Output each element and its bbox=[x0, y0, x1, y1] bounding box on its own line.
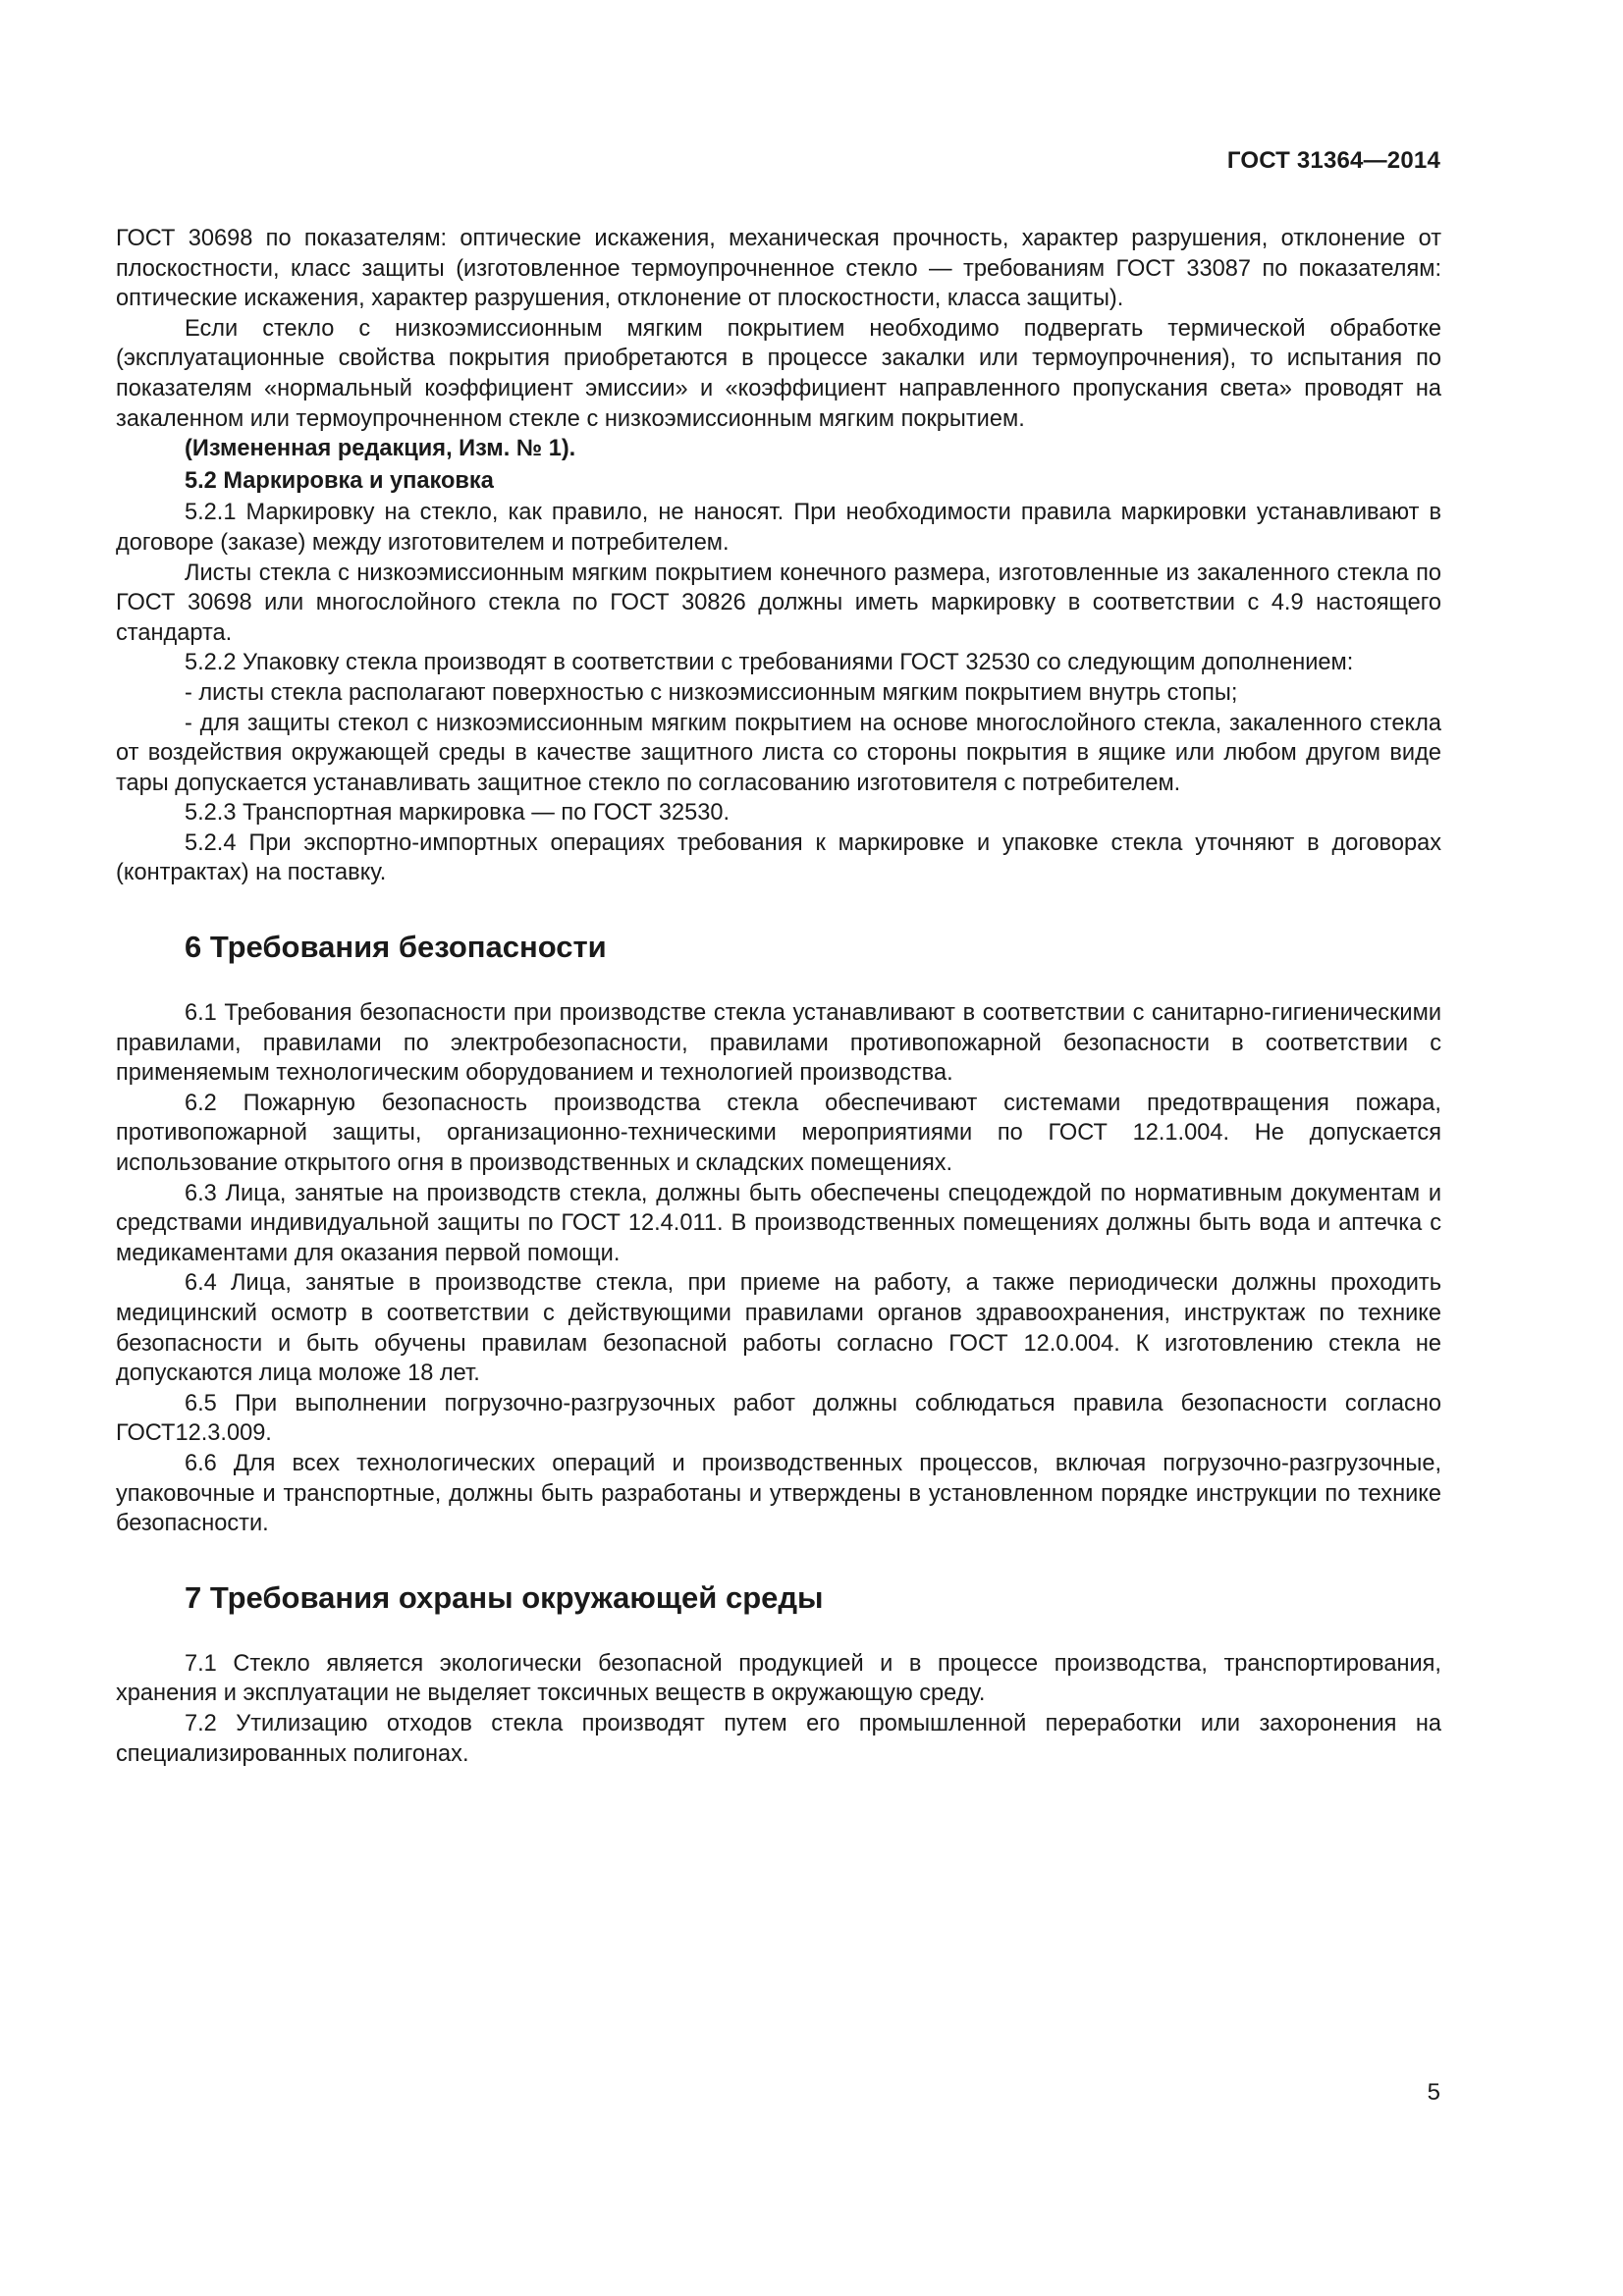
paragraph-5-2-2: 5.2.2 Упаковку стекла производят в соответствии с требованиями ГОСТ 32530 со следующим дополнением: bbox=[185, 650, 1354, 676]
paragraph-low-e-heat-treatment: Если стекло с низкоэмиссионным мягким покрытием необходимо подвергать термической обработке (эксплуатационные свойства покрытия приобретаются в процессе закалки или термоупрочнения), то испытания по показателям «нормальный коэффициент эмиссии» и «коэффициент направленного пропускания света» проводят на закаленном или термоупрочненном стекле с низкоэмиссионным мягким покрытием. bbox=[116, 315, 1441, 432]
paragraph-marking-sheets: Листы стекла с низкоэмиссионным мягким покрытием конечного размера, изготовленные из закаленного стекла по ГОСТ 30698 или многослойного стекла по ГОСТ 30826 должны иметь маркировку в соответствии с 4.9 настоящего стандарта. bbox=[116, 560, 1441, 646]
subsection-heading-5-2: 5.2 Маркировка и упаковка bbox=[185, 467, 494, 494]
paragraph-continuation: ГОСТ 30698 по показателям: оптические искажения, механическая прочность, характер разрушения, отклонение от плоскостности, класс защиты (изготовленное термоупрочненное стекло — требованиям ГОСТ 33087 по показателям: оптические искажения, характер разрушения, отклонение от плоскостности, класса защиты). bbox=[116, 226, 1441, 312]
paragraph-5-2-3: 5.2.3 Транспортная маркировка — по ГОСТ 32530. bbox=[185, 800, 730, 827]
paragraph-6-6: 6.6 Для всех технологических операций и производственных процессов, включая погрузочно-разгрузочные, упаковочные и транспортные, должны быть разработаны и утверждены в установленном порядке инструкции по технике безопасности. bbox=[116, 1450, 1441, 1537]
paragraph-7-1: 7.1 Стекло является экологически безопасной продукцией и в процессе производства, транспортирования, хранения и эксплуатации не выделяет токсичных веществ в окружающую среду. bbox=[116, 1650, 1441, 1707]
paragraph-7-2: 7.2 Утилизацию отходов стекла производят путем его промышленной переработки или захоронения на специализированных полигонах. bbox=[116, 1710, 1441, 1767]
paragraph-6-5: 6.5 При выполнении погрузочно-разгрузочных работ должны соблюдаться правила безопасности согласно ГОСТ12.3.009. bbox=[116, 1390, 1441, 1447]
paragraph-5-2-1: 5.2.1 Маркировку на стекло, как правило, не наносят. При необходимости правила маркировки устанавливают в договоре (заказе) между изготовителем и потребителем. bbox=[116, 500, 1441, 556]
standard-header: ГОСТ 31364—2014 bbox=[1226, 147, 1440, 174]
list-item-stack: - листы стекла располагают поверхностью с низкоэмиссионным мягким покрытием внутрь стопы; bbox=[185, 679, 1238, 706]
list-item-protective-glass: - для защиты стекол с низкоэмиссионным мягким покрытием на основе многослойного стекла, закаленного стекла от воздействия окружающей среды в качестве защитного листа со стороны покрытия в ящике или любом другом виде тары допускается устанавливать защитное стекло по согласованию изготовителя с потребителем. bbox=[116, 710, 1441, 796]
paragraph-5-2-4: 5.2.4 При экспортно-импортных операциях требования к маркировке и упаковке стекла уточняют в договорах (контрактах) на поставку. bbox=[116, 829, 1441, 886]
page-body bbox=[116, 224, 1441, 1769]
section-heading-6: 6 Требования безопасности bbox=[185, 930, 607, 965]
amendment-note: (Измененная редакция, Изм. № 1). bbox=[185, 436, 576, 462]
paragraph-6-1: 6.1 Требования безопасности при производстве стекла устанавливают в соответствии с санитарно-гигиеническими правилами, правилами по электробезопасности, правилами противопожарной безопасности в соответствии с применяемым технологическим оборудованием и технологией производства. bbox=[116, 1000, 1441, 1087]
page-number: 5 bbox=[1427, 2079, 1440, 2106]
paragraph-6-2: 6.2 Пожарную безопасность производства стекла обеспечивают системами предотвращения пожара, противопожарной защиты, организационно-техническими мероприятиями по ГОСТ 12.1.004. Не допускается использование открытого огня в производственных и складских помещениях. bbox=[116, 1090, 1441, 1177]
paragraph-6-4: 6.4 Лица, занятые в производстве стекла, при приеме на работу, а также периодически должны проходить медицинский осмотр в соответствии с действующими правилами органов здравоохранения, инструктаж по технике безопасности и быть обучены правилам безопасной работы согласно ГОСТ 12.0.004. К изготовлению стекла не допускаются лица моложе 18 лет. bbox=[116, 1270, 1441, 1387]
paragraph-6-3: 6.3 Лица, занятые на производств стекла, должны быть обеспечены спецодеждой по нормативным документам и средствами индивидуальной защиты по ГОСТ 12.4.011. В производственных помещениях должны быть вода и аптечка с медикаментами для оказания первой помощи. bbox=[116, 1180, 1441, 1266]
section-heading-7: 7 Требования охраны окружающей среды bbox=[185, 1579, 824, 1615]
